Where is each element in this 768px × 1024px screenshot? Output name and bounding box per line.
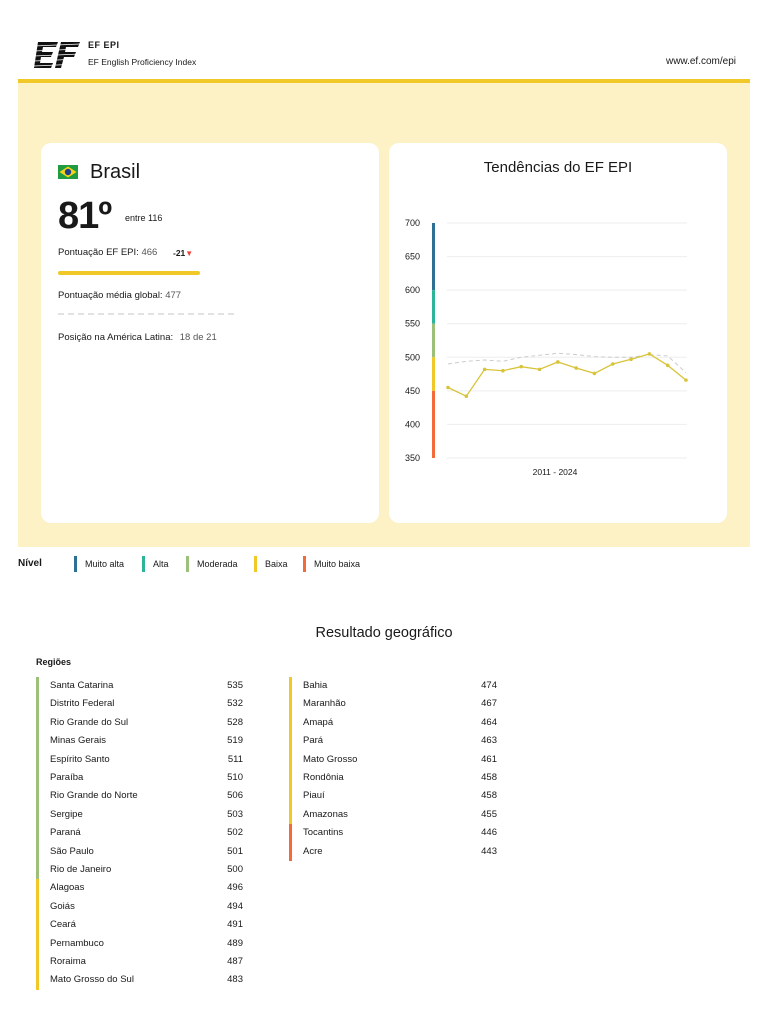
regions-label: Regiões [36,657,72,667]
data-point [593,372,597,376]
region-level-bar [36,861,39,879]
region-score: 483 [227,974,243,986]
level-band [432,290,435,324]
region-row [289,732,497,750]
region-score: 494 [227,900,243,912]
region-row [36,806,243,824]
data-point [465,394,469,398]
x-axis-label: 2011 - 2024 [532,467,578,477]
region-name: Mato Grosso do Sul [50,974,134,986]
region-level-bar [289,843,292,861]
global-label: Pontuação média global: [58,290,163,301]
data-point [648,352,652,356]
region-row [289,769,497,787]
region-level-bar [36,879,39,897]
region-name: Rio Grande do Norte [50,790,138,802]
data-point [519,365,523,369]
region-score: 500 [227,864,243,875]
region-level-bar [289,751,292,769]
region-row [289,677,497,695]
legend-swatch [142,556,145,572]
region-name: Rio de Janeiro [50,864,112,875]
region-row [289,714,497,732]
level-legend [18,556,750,572]
legend-label: Alta [153,559,169,569]
y-tick-label: 500 [405,352,421,363]
region-score: 532 [227,698,243,710]
region-name: Piauí [303,790,325,802]
region-name: Santa Catarina [50,680,114,691]
region-score: 463 [481,735,497,747]
region-row [289,806,497,824]
region-name: Alagoas [50,882,85,894]
region-level-bar [289,806,292,824]
region-name: Rio Grande do Sul [50,716,129,728]
data-point [446,386,450,390]
data-point [501,369,505,373]
region-name: Amazonas [303,808,348,820]
region-score: 443 [481,845,497,857]
region-name: Roraima [50,956,86,967]
region-score: 487 [227,956,243,967]
score-change [173,248,193,258]
region-level-bar [289,824,292,842]
region-score: 496 [227,882,243,894]
y-tick-label: 450 [405,385,421,396]
region-row [36,695,243,713]
region-name: Maranhão [303,698,346,710]
legend-label: Muito baixa [314,559,361,569]
region-name: São Paulo [50,845,94,857]
data-point [556,360,560,364]
region-level-bar [289,714,292,732]
legend-label: Baixa [265,559,288,569]
region-level-bar [36,971,39,989]
level-band [432,391,435,458]
region-level-bar [36,898,39,916]
region-name: Tocantins [303,827,344,839]
region-name: Minas Gerais [50,735,106,747]
latam-label: Posição na América Latina: [58,332,174,343]
region-score: 491 [227,919,243,931]
region-name: Ceará [50,919,76,931]
global-row [58,290,181,301]
region-score: 519 [227,735,243,747]
region-row [36,769,243,787]
region-score: 506 [227,790,243,802]
data-point [574,366,578,370]
region-row [36,879,243,897]
region-level-bar [36,732,39,750]
region-name: Sergipe [50,808,83,820]
data-point [538,368,542,372]
region-row [36,751,243,769]
data-point [611,362,615,366]
regions-section-title: Resultado geográfico [315,625,453,641]
region-score: 535 [227,680,243,691]
score-bar [58,271,200,275]
region-row [36,714,243,732]
legend-swatch [254,556,257,572]
region-row [36,953,243,971]
region-score: 467 [481,698,497,710]
region-score: 502 [227,827,243,839]
region-level-bar [289,769,292,787]
region-row [36,861,243,879]
region-row [36,677,243,695]
region-level-bar [36,751,39,769]
region-level-bar [289,695,292,713]
legend-label: Muito alta [85,559,125,569]
brand-subtitle: EF English Proficiency Index [88,57,197,67]
region-score: 501 [227,845,243,857]
y-tick-label: 650 [405,251,421,262]
region-name: Bahia [303,680,328,691]
down-arrow-icon: ▼ [185,249,194,258]
latam-row [58,332,217,343]
y-tick-label: 400 [405,419,421,430]
region-level-bar [36,787,39,805]
region-score: 464 [481,716,497,728]
y-tick-label: 600 [405,285,421,296]
region-level-bar [36,695,39,713]
region-row [289,787,497,805]
level-band [432,324,435,358]
legend-swatch [186,556,189,572]
y-tick-label: 550 [405,318,421,329]
level-band [432,357,435,391]
data-point [666,364,670,368]
region-level-bar [36,714,39,732]
region-row [36,971,243,989]
region-row [36,732,243,750]
region-level-bar [289,787,292,805]
region-score: 510 [227,772,243,783]
region-name: Rondônia [303,772,344,783]
region-row [289,843,497,861]
country-card [41,143,379,523]
score-label: Pontuação EF EPI: [58,247,139,258]
legend-swatch [74,556,77,572]
region-score: 458 [481,772,497,783]
global-value: 477 [165,290,182,301]
latam-value: 18 de 21 [179,332,217,343]
region-name: Paraíba [50,772,84,783]
region-name: Mato Grosso [303,753,358,765]
region-level-bar [289,732,292,750]
region-row [36,843,243,861]
region-score: 503 [227,808,243,820]
region-score: 511 [227,753,243,765]
region-level-bar [36,953,39,971]
trend-chart [389,143,727,523]
country-name: Brasil [90,161,141,183]
region-score: 528 [227,716,243,728]
y-tick-label: 350 [405,453,421,463]
region-level-bar [36,769,39,787]
region-level-bar [289,677,292,695]
region-level-bar [36,824,39,842]
site-url-link[interactable]: www.ef.com/epi [665,56,736,67]
chart-title: Tendências do EF EPI [483,159,633,176]
y-tick-label: 700 [405,218,421,228]
region-level-bar [36,677,39,695]
region-name: Pernambuco [50,937,104,949]
region-level-bar [36,843,39,861]
region-name: Espírito Santo [50,753,110,765]
region-name: Goiás [50,900,75,912]
region-name: Distrito Federal [50,698,115,710]
region-name: Pará [303,735,324,747]
region-row [289,824,497,842]
region-score: 461 [481,753,497,765]
brazil-flag-icon [58,165,78,179]
legend-title: Nível [18,558,42,569]
region-row [36,824,243,842]
region-level-bar [36,916,39,934]
data-point [483,368,487,372]
region-row [289,751,497,769]
brand-name: EF EPI [88,40,120,50]
region-level-bar [36,806,39,824]
country-rank: 81º [58,195,112,237]
region-row [289,695,497,713]
data-point [629,358,633,362]
global-average-line [58,313,234,315]
data-point [684,378,688,382]
region-row [36,898,243,916]
ef-logo-icon [34,40,80,70]
region-row [36,787,243,805]
region-score: 455 [481,808,497,820]
page-header [0,0,768,80]
region-score: 458 [481,790,497,802]
score-value: 466 [141,247,158,258]
score-change-value: -21 [173,248,186,258]
legend-swatch [303,556,306,572]
region-name: Paraná [50,827,81,839]
trend-chart-card [389,143,727,523]
region-name: Amapá [303,716,334,728]
rank-total: entre 116 [125,213,163,223]
region-score: 489 [227,937,243,949]
region-row [36,935,243,953]
legend-label: Moderada [197,559,238,569]
level-band [432,223,435,290]
region-score: 474 [481,680,497,691]
region-score: 446 [481,827,497,839]
region-row [36,916,243,934]
region-level-bar [36,935,39,953]
region-name: Acre [303,845,323,857]
score-row [58,247,157,258]
